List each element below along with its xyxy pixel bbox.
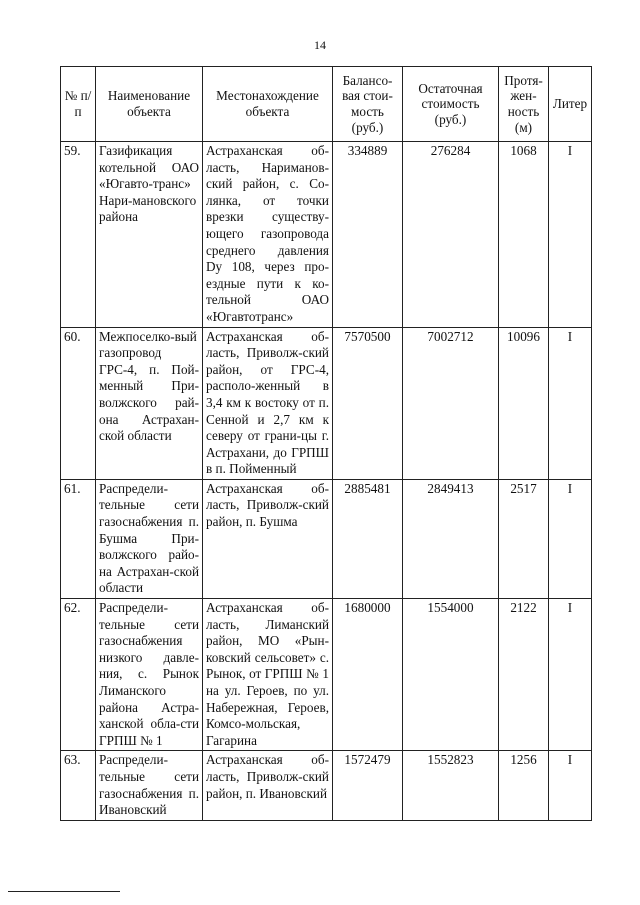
row-num: 61. xyxy=(61,479,96,598)
row-name: Межпоселко-вый газопровод ГРС-4, п. Пой-менный При-волжского рай-она Астрахан-ской области xyxy=(96,327,203,479)
table-row xyxy=(61,751,592,820)
footnote-separator xyxy=(8,891,120,892)
table-row xyxy=(61,599,592,751)
header-num: № п/п xyxy=(61,67,96,142)
row-balance: 7570500 xyxy=(333,327,403,479)
row-liter: I xyxy=(549,599,592,751)
row-balance: 1572479 xyxy=(333,751,403,820)
table-row xyxy=(61,479,592,598)
row-length: 2517 xyxy=(499,479,549,598)
row-liter: I xyxy=(549,327,592,479)
row-num: 60. xyxy=(61,327,96,479)
table-row xyxy=(61,327,592,479)
property-table xyxy=(60,66,592,821)
row-name: Распредели-тельные сети газоснабжения п. Бушма При-волжского райо-на Астрахан-ской области xyxy=(96,479,203,598)
header-location: Местонахождение объекта xyxy=(203,67,333,142)
row-location: Астраханская об-ласть, Приволж-ский район, п. Ивановский xyxy=(203,751,333,820)
row-residual: 7002712 xyxy=(403,327,499,479)
row-num: 62. xyxy=(61,599,96,751)
row-residual: 276284 xyxy=(403,142,499,328)
header-balance: Балансо-вая стои-мость (руб.) xyxy=(333,67,403,142)
row-residual: 1552823 xyxy=(403,751,499,820)
header-length: Протя-жен-ность (м) xyxy=(499,67,549,142)
row-name: Распредели-тельные сети газоснабжения п. Ивановский xyxy=(96,751,203,820)
row-liter: I xyxy=(549,142,592,328)
row-name: Распредели-тельные сети газоснабжения низкого давле-ния, с. Рынок Лиманского района Астра-ханской обла-сти ГРПШ № 1 xyxy=(96,599,203,751)
row-residual: 1554000 xyxy=(403,599,499,751)
row-name: Газификация котельной ОАО «Югавто-транс» Нари-мановского района xyxy=(96,142,203,328)
row-balance: 2885481 xyxy=(333,479,403,598)
row-residual: 2849413 xyxy=(403,479,499,598)
row-num: 59. xyxy=(61,142,96,328)
row-location: Астраханская об-ласть, Приволж-ский район, от ГРС-4, располо-женный в 3,4 км к востоку от п. Сенной и 2,7 км к северу от грани-цы г. Астрахани, до ГРПШ в п. Пойменный xyxy=(203,327,333,479)
row-length: 2122 xyxy=(499,599,549,751)
page-number: 14 xyxy=(314,38,326,52)
row-location: Астраханская об-ласть, Приволж-ский район, п. Бушма xyxy=(203,479,333,598)
row-location: Астраханская об-ласть, Лиманский район, МО «Рын-ковский сельсовет» с. Рынок, от ГРПШ № 1 на ул. Героев, по ул. Набережная, Героев, Комсо-мольская, Гагарина xyxy=(203,599,333,751)
row-location: Астраханская об-ласть, Нариманов-ский район, с. Со-лянка, от точки врезки существу-ющего газопровода среднего давления Dy 108, через про-ездные пути к ко-тельной ОАО «Югавтотранс» xyxy=(203,142,333,328)
header-name: Наименование объекта xyxy=(96,67,203,142)
header-residual: Остаточная стоимость (руб.) xyxy=(403,67,499,142)
row-num: 63. xyxy=(61,751,96,820)
row-length: 1256 xyxy=(499,751,549,820)
row-length: 1068 xyxy=(499,142,549,328)
row-liter: I xyxy=(549,479,592,598)
table-header-row xyxy=(61,67,592,142)
header-liter: Литер xyxy=(549,67,592,142)
row-length: 10096 xyxy=(499,327,549,479)
row-balance: 334889 xyxy=(333,142,403,328)
row-liter: I xyxy=(549,751,592,820)
table-row xyxy=(61,142,592,328)
row-balance: 1680000 xyxy=(333,599,403,751)
